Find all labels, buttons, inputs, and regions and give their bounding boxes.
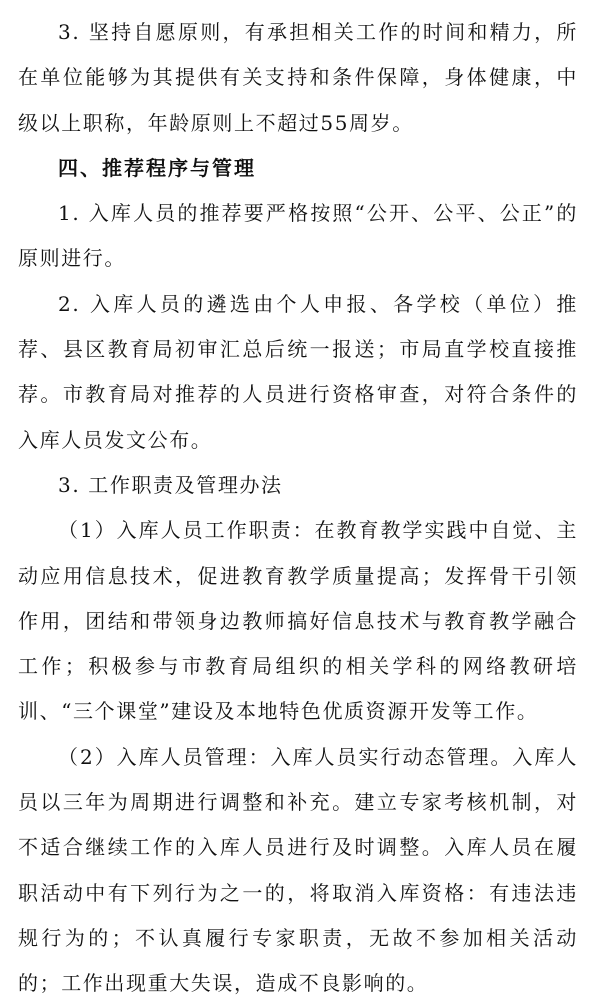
paragraph-duties: （1）入库人员工作职责：在教育教学实践中自觉、主动应用信息技术，促进教育教学质量提高；发挥骨干引领作用，团结和带领身边教师搞好信息技术与教育教学融合工作；积极参与市教育局组织的相关学科的网络教研培训、“三个课堂”建设及本地特色优质资源开发等工作。 bbox=[18, 518, 578, 724]
paragraph-selection-process: 2. 入库人员的遴选由个人申报、各学校（单位）推荐、县区教育局初审汇总后统一报送；市局直学校直接推荐。市教育局对推荐的人员进行资格审查，对符合条件的入库人员发文公布。 bbox=[18, 291, 578, 452]
paragraph-recommend-principle: 1. 入库人员的推荐要严格按照“公开、公平、公正”的原则进行。 bbox=[18, 201, 578, 271]
paragraph-duties-title: 3. 工作职责及管理办法 bbox=[58, 472, 283, 497]
paragraph-eligibility-3: 3. 坚持自愿原则，有承担相关工作的时间和精力，所在单位能够为其提供有关支持和条件保障，身体健康，中级以上职称，年龄原则上不超过55周岁。 bbox=[18, 20, 578, 135]
section-heading-recommendation: 四、推荐程序与管理 bbox=[58, 155, 256, 180]
paragraph-management: （2）入库人员管理：入库人员实行动态管理。入库人员以三年为周期进行调整和补充。建立专家考核机制，对不适合继续工作的入库人员进行及时调整。入库人员在履职活动中有下列行为之一的，将取消入库资格：有违法违规行为的；不认真履行专家职责，无故不参加相关活动的；工作出现重大失误，造成不良影响的。 bbox=[18, 744, 578, 996]
